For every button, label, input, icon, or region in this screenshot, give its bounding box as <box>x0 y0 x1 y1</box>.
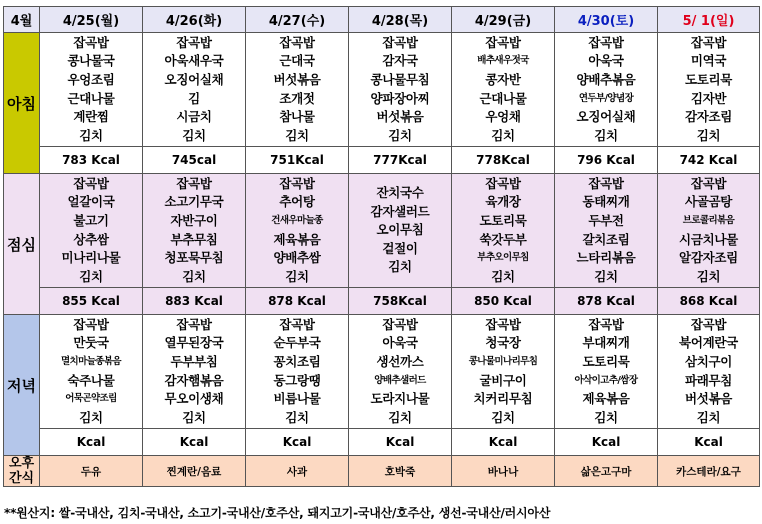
menu-item: 쑥갓두부 <box>479 231 527 247</box>
calorie-cell: 878 Kcal <box>246 288 349 315</box>
menu-item: 북어계란국 <box>679 335 738 351</box>
menu-item: 김치 <box>491 268 515 284</box>
menu-item: 잡곡밥 <box>485 175 521 191</box>
menu-item: 김치 <box>285 268 309 284</box>
menu-cell <box>143 315 246 429</box>
menu-item: 삼치구이 <box>684 353 733 369</box>
menu-item: 청국장 <box>485 335 521 351</box>
menu-item: 도토리묵 <box>582 353 630 369</box>
menu-cell <box>143 33 246 147</box>
menu-item: 콩나물무침 <box>370 71 430 87</box>
menu-item: 잡곡밥 <box>279 316 315 332</box>
menu-item: 두부부침 <box>170 353 218 369</box>
menu-item: 김치 <box>79 127 103 143</box>
menu-cell <box>143 174 246 288</box>
menu-item: 김치 <box>182 409 206 425</box>
menu-item: 잡곡밥 <box>382 316 418 332</box>
menu-item: 잡곡밥 <box>690 316 727 332</box>
calorie-cell: Kcal <box>452 429 555 456</box>
menu-item: 치커리무침 <box>473 391 533 407</box>
menu-item: 근대나물 <box>67 90 115 106</box>
header-row <box>4 7 760 33</box>
menu-item: 육개장 <box>485 194 521 210</box>
menu-item: 근대나물 <box>479 90 527 106</box>
menu-item: 양배추쌈 <box>273 250 321 266</box>
menu-item: 두부전 <box>588 212 624 228</box>
menu-item: 양배추샐러드 <box>374 374 426 386</box>
menu-item: 잡곡밥 <box>73 175 109 191</box>
menu-item: 김치 <box>79 409 103 425</box>
menu-item: 잡곡밥 <box>73 316 109 332</box>
menu-item: 무오이생채 <box>164 391 224 407</box>
day-header: 4/25(월) <box>40 7 143 33</box>
snack-label-line1: 오후 <box>8 456 35 471</box>
menu-item: 동태찌개 <box>582 194 630 210</box>
menu-cell <box>40 33 143 147</box>
menu-item: 어묵곤약조림 <box>65 393 117 405</box>
calorie-cell: Kcal <box>143 429 246 456</box>
menu-item: 잡곡밥 <box>485 34 521 50</box>
menu-item: 김치 <box>285 409 309 425</box>
meal-label-dinner: 저녁 <box>4 315 40 456</box>
menu-cell <box>246 315 349 429</box>
calorie-cell: 778Kcal <box>452 147 555 174</box>
menu-item: 참나물 <box>279 109 315 125</box>
menu-item: 잡곡밥 <box>588 316 624 332</box>
menu-item: 콩나물미나리무침 <box>468 355 538 367</box>
snack-row <box>4 456 760 487</box>
menu-item: 김치 <box>594 409 618 425</box>
menu-item: 느타리볶음 <box>576 250 636 266</box>
lunch-row <box>4 174 760 288</box>
menu-item: 건새우마늘종 <box>271 214 323 226</box>
menu-item: 잡곡밥 <box>279 175 315 191</box>
menu-item: 잡곡밥 <box>382 34 418 50</box>
meal-label-breakfast: 아침 <box>4 33 40 174</box>
snack-cell: 카스테라/요구 <box>658 456 760 487</box>
menu-item: 열무된장국 <box>164 335 224 351</box>
calorie-cell: 745cal <box>143 147 246 174</box>
menu-item: 사골곰탕 <box>684 194 733 210</box>
menu-item: 도라지나물 <box>370 391 430 407</box>
menu-item: 김치 <box>79 268 103 284</box>
menu-item: 제육볶음 <box>273 231 321 247</box>
menu-item: 오징어실채 <box>164 71 224 87</box>
menu-item: 근대국 <box>279 53 315 69</box>
menu-item: 굴비구이 <box>479 372 527 388</box>
lunch-calorie-row <box>4 288 760 315</box>
menu-item: 김치 <box>696 127 721 143</box>
menu-item: 잡곡밥 <box>73 34 109 50</box>
calorie-cell: 878 Kcal <box>555 288 658 315</box>
menu-item: 알감자조림 <box>679 250 738 266</box>
menu-item: 오징어실채 <box>576 109 636 125</box>
calorie-cell: 883 Kcal <box>143 288 246 315</box>
menu-item: 비름나물 <box>273 391 321 407</box>
menu-item: 김 <box>188 90 200 106</box>
menu-item: 미역국 <box>690 53 727 69</box>
menu-item: 아욱새우국 <box>164 53 224 69</box>
menu-item: 아삭이고추/쌈장 <box>574 374 638 386</box>
menu-item: 아욱국 <box>588 53 624 69</box>
calorie-cell: 868 Kcal <box>658 288 760 315</box>
menu-item: 동그랑땡 <box>273 372 321 388</box>
menu-item: 도토리묵 <box>684 71 733 87</box>
menu-item: 버섯볶음 <box>376 109 424 125</box>
menu-item: 감자햄볶음 <box>164 372 224 388</box>
calorie-cell: 850 Kcal <box>452 288 555 315</box>
dinner-row <box>4 315 760 429</box>
menu-item: 감자샐러드 <box>370 203 430 219</box>
menu-cell <box>658 33 760 147</box>
menu-item: 조개젓 <box>279 90 315 106</box>
menu-item: 부추무침 <box>170 231 218 247</box>
menu-cell <box>452 33 555 147</box>
calorie-cell: 751Kcal <box>246 147 349 174</box>
calorie-cell: Kcal <box>555 429 658 456</box>
menu-item: 김치 <box>696 409 721 425</box>
breakfast-calorie-row <box>4 147 760 174</box>
menu-item: 잡곡밥 <box>176 34 212 50</box>
snack-cell: 바나나 <box>452 456 555 487</box>
menu-item: 콩나물국 <box>67 53 115 69</box>
menu-item: 감자조림 <box>684 109 733 125</box>
menu-item: 꽁치조림 <box>273 353 321 369</box>
menu-item: 김치 <box>388 259 412 275</box>
menu-item: 부대찌개 <box>582 335 630 351</box>
menu-cell <box>246 33 349 147</box>
menu-item: 미나리나물 <box>61 250 121 266</box>
menu-item: 소고기무국 <box>164 194 224 210</box>
day-header-saturday: 4/30(토) <box>555 7 658 33</box>
menu-item: 우엉채 <box>485 109 521 125</box>
menu-item: 계란찜 <box>73 109 109 125</box>
calorie-cell: 855 Kcal <box>40 288 143 315</box>
menu-item: 잡곡밥 <box>279 34 315 50</box>
menu-cell <box>555 315 658 429</box>
menu-item: 갈치조림 <box>582 231 630 247</box>
menu-item: 김치 <box>594 268 618 284</box>
menu-item: 생선까스 <box>376 353 424 369</box>
calorie-cell: Kcal <box>349 429 452 456</box>
menu-item: 김치 <box>388 127 412 143</box>
calorie-cell: 742 Kcal <box>658 147 760 174</box>
menu-item: 김치 <box>491 409 515 425</box>
menu-item: 얼갈이국 <box>67 194 115 210</box>
menu-item: 김치 <box>182 268 206 284</box>
menu-cell <box>349 315 452 429</box>
menu-item: 김치 <box>696 268 721 284</box>
menu-cell <box>349 33 452 147</box>
snack-cell: 호박죽 <box>349 456 452 487</box>
breakfast-row <box>4 33 760 147</box>
menu-item: 만둣국 <box>73 335 109 351</box>
menu-item: 김치 <box>388 409 412 425</box>
menu-item: 겉절이 <box>382 240 418 256</box>
menu-item: 도토리묵 <box>479 212 527 228</box>
menu-item: 시금치 <box>176 109 212 125</box>
menu-cell <box>40 315 143 429</box>
day-header-sunday: 5/ 1(일) <box>658 7 760 33</box>
menu-item: 김치 <box>285 127 309 143</box>
menu-cell <box>658 174 760 288</box>
menu-item: 양파장아찌 <box>370 90 430 106</box>
menu-item: 김치 <box>594 127 618 143</box>
day-header: 4/29(금) <box>452 7 555 33</box>
menu-item: 우엉조림 <box>67 71 115 87</box>
meal-label-snack <box>4 456 40 487</box>
menu-cell <box>555 174 658 288</box>
calorie-cell: 758Kcal <box>349 288 452 315</box>
menu-item: 잡곡밥 <box>690 175 727 191</box>
origin-note: **원산지: 쌀-국내산, 김치-국내산, 소고기-국내산/호주산, 돼지고기-국내산/호주산, 생선-국내산/러시아산 <box>4 506 551 520</box>
menu-item: 자반구이 <box>170 212 218 228</box>
menu-item: 순두부국 <box>273 335 321 351</box>
menu-item: 감자국 <box>382 53 418 69</box>
menu-item: 김자반 <box>690 90 727 106</box>
menu-item: 양배추볶음 <box>576 71 636 87</box>
menu-item: 잡곡밥 <box>588 175 624 191</box>
menu-item: 배추새우젓국 <box>477 55 529 67</box>
menu-item: 시금치나물 <box>679 231 738 247</box>
menu-item: 잡곡밥 <box>588 34 624 50</box>
menu-cell <box>658 315 760 429</box>
snack-label-line2: 간식 <box>8 471 35 486</box>
menu-item: 김치 <box>491 127 515 143</box>
menu-cell <box>555 33 658 147</box>
menu-item: 콩자반 <box>485 71 521 87</box>
menu-item: 연두부/양념장 <box>578 92 634 104</box>
menu-cell <box>452 315 555 429</box>
calorie-cell: Kcal <box>658 429 760 456</box>
snack-cell: 사과 <box>246 456 349 487</box>
day-header: 4/26(화) <box>143 7 246 33</box>
menu-item: 김치 <box>182 127 206 143</box>
menu-item: 제육볶음 <box>582 391 630 407</box>
menu-item: 브로콜리볶음 <box>682 214 735 226</box>
menu-cell <box>349 174 452 288</box>
day-header: 4/28(목) <box>349 7 452 33</box>
snack-cell: 삶은고구마 <box>555 456 658 487</box>
menu-item: 아욱국 <box>382 335 418 351</box>
menu-item: 잔치국수 <box>376 185 424 201</box>
calorie-cell: 783 Kcal <box>40 147 143 174</box>
weekly-menu-table <box>3 6 760 487</box>
day-header: 4/27(수) <box>246 7 349 33</box>
menu-cell <box>246 174 349 288</box>
snack-cell: 찐계란/음료 <box>143 456 246 487</box>
menu-item: 잡곡밥 <box>690 34 727 50</box>
menu-item: 잡곡밥 <box>176 175 212 191</box>
menu-cell <box>452 174 555 288</box>
menu-item: 버섯볶음 <box>684 391 733 407</box>
menu-item: 파래무침 <box>684 372 733 388</box>
menu-item: 상추쌈 <box>73 231 109 247</box>
snack-cell: 두유 <box>40 456 143 487</box>
menu-item: 부추오이무침 <box>477 252 529 264</box>
month-label: 4월 <box>4 7 40 33</box>
menu-item: 청포묵무침 <box>164 250 224 266</box>
calorie-cell: 777Kcal <box>349 147 452 174</box>
menu-item: 추어탕 <box>279 194 315 210</box>
menu-item: 오이무침 <box>376 222 424 238</box>
menu-item: 숙주나물 <box>67 372 115 388</box>
meal-label-lunch: 점심 <box>4 174 40 315</box>
menu-item: 잡곡밥 <box>176 316 212 332</box>
menu-item: 잡곡밥 <box>485 316 521 332</box>
dinner-calorie-row <box>4 429 760 456</box>
calorie-cell: 796 Kcal <box>555 147 658 174</box>
menu-item: 버섯볶음 <box>273 71 321 87</box>
menu-item: 불고기 <box>73 212 109 228</box>
calorie-cell: Kcal <box>40 429 143 456</box>
menu-item: 멸치마늘종볶음 <box>60 355 122 367</box>
calorie-cell: Kcal <box>246 429 349 456</box>
menu-cell <box>40 174 143 288</box>
